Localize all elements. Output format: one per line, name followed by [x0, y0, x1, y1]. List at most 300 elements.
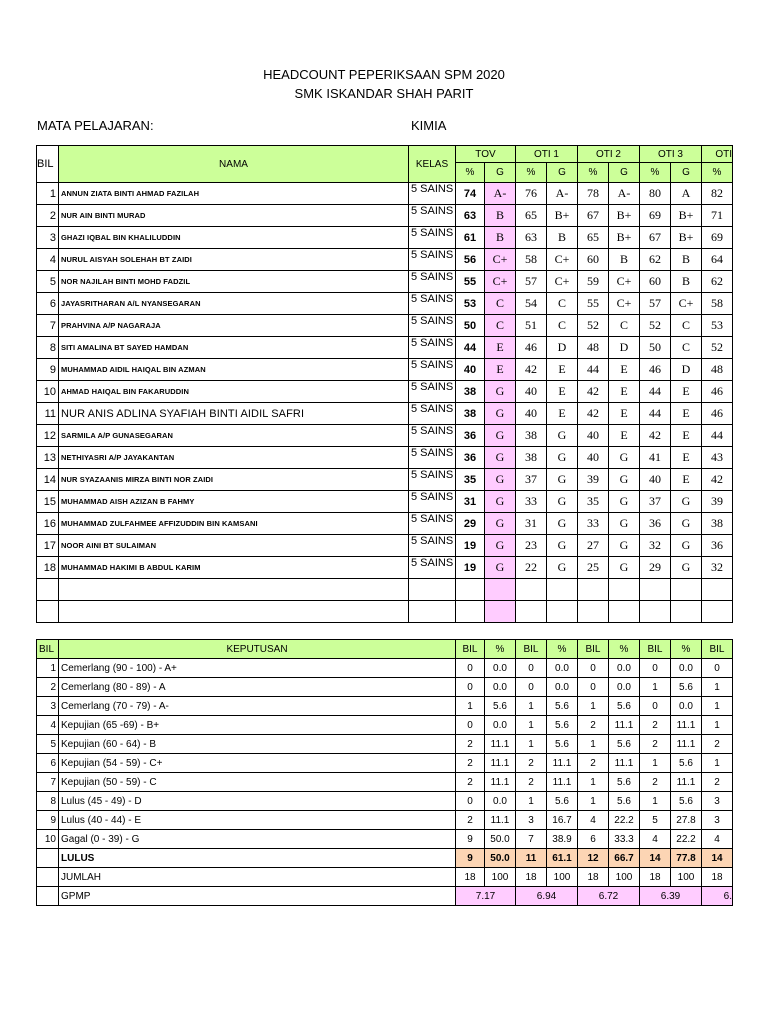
oti3-grade: D — [671, 359, 702, 381]
count-value: 3 — [702, 792, 733, 811]
summary-row-number: 8 — [37, 792, 59, 811]
jumlah-value: 100 — [671, 868, 702, 887]
oti3-mark: 41 — [640, 447, 671, 469]
empty-cell — [578, 579, 609, 601]
count-value: 7 — [516, 830, 547, 849]
count-value: 1 — [578, 735, 609, 754]
tov-mark: 19 — [456, 557, 485, 579]
oti1-mark: 40 — [516, 381, 547, 403]
col-header-bil: BIL — [37, 146, 59, 183]
percent-value: 5.6 — [547, 735, 578, 754]
count-value: 1 — [578, 773, 609, 792]
gpmp-row — [37, 887, 733, 906]
tov-grade: G — [485, 425, 516, 447]
empty-cell — [485, 601, 516, 623]
summary-row — [37, 735, 733, 754]
oti2-mark: 35 — [578, 491, 609, 513]
oti1-grade: C — [547, 293, 578, 315]
tov-mark: 40 — [456, 359, 485, 381]
tov-mark: 31 — [456, 491, 485, 513]
oti1-grade: G — [547, 535, 578, 557]
oti2-mark: 33 — [578, 513, 609, 535]
summary-row — [37, 716, 733, 735]
percent-value: 0.0 — [547, 659, 578, 678]
grade-band-label: Lulus (45 - 49) - D — [59, 792, 456, 811]
table-row — [37, 205, 733, 227]
oti4-mark: 58 — [702, 293, 733, 315]
table-row — [37, 425, 733, 447]
sub-header-pct: % — [578, 163, 609, 183]
empty-cell — [37, 601, 59, 623]
percent-value: 11.1 — [671, 716, 702, 735]
empty-cell — [59, 579, 409, 601]
student-name: NETHIYASRI A/P JAYAKANTAN — [59, 447, 409, 469]
oti1-grade: E — [547, 403, 578, 425]
oti2-grade: B+ — [609, 205, 640, 227]
student-class: 5 SAINS — [409, 249, 456, 271]
school-name: SMK ISKANDAR SHAH PARIT — [294, 86, 474, 101]
row-number: 5 — [37, 271, 59, 293]
oti2-grade: G — [609, 535, 640, 557]
oti4-mark: 48 — [702, 359, 733, 381]
sub-header-grade: G — [609, 163, 640, 183]
percent-value: 0.0 — [609, 659, 640, 678]
oti1-grade: A- — [547, 183, 578, 205]
tov-mark: 36 — [456, 425, 485, 447]
empty-cell — [516, 601, 547, 623]
oti1-mark: 51 — [516, 315, 547, 337]
count-value: 5 — [640, 811, 671, 830]
oti2-grade: G — [609, 447, 640, 469]
percent-value: 5.6 — [547, 697, 578, 716]
oti1-mark: 40 — [516, 403, 547, 425]
empty-cell — [37, 579, 59, 601]
oti4-mark: 38 — [702, 513, 733, 535]
percent-value: 5.6 — [609, 735, 640, 754]
summary-row-number: 9 — [37, 811, 59, 830]
count-value: 2 — [516, 773, 547, 792]
count-value: 2 — [578, 716, 609, 735]
count-value: 3 — [702, 811, 733, 830]
oti2-grade: A- — [609, 183, 640, 205]
summary-row — [37, 830, 733, 849]
oti4-mark: 62 — [702, 271, 733, 293]
oti2-mark: 27 — [578, 535, 609, 557]
count-value: 1 — [702, 754, 733, 773]
summary-row — [37, 659, 733, 678]
count-value: 9 — [456, 830, 485, 849]
lulus-label: LULUS — [59, 849, 456, 868]
tov-mark: 38 — [456, 403, 485, 425]
summary-row-number: 10 — [37, 830, 59, 849]
gpmp-value: 6.94 — [516, 887, 578, 906]
summary-row — [37, 773, 733, 792]
percent-value: 0.0 — [485, 716, 516, 735]
student-class: 5 SAINS — [409, 557, 456, 579]
count-value: 0 — [516, 678, 547, 697]
empty-cell — [547, 601, 578, 623]
oti3-mark: 42 — [640, 425, 671, 447]
count-value: 2 — [456, 811, 485, 830]
count-value: 1 — [516, 735, 547, 754]
oti2-mark: 40 — [578, 425, 609, 447]
oti1-grade: D — [547, 337, 578, 359]
jumlah-value: 18 — [640, 868, 671, 887]
oti3-grade: G — [671, 513, 702, 535]
sub-header-grade: G — [485, 163, 516, 183]
oti1-mark: 58 — [516, 249, 547, 271]
oti1-mark: 57 — [516, 271, 547, 293]
row-number: 7 — [37, 315, 59, 337]
oti2-mark: 52 — [578, 315, 609, 337]
percent-value: 11.1 — [609, 716, 640, 735]
student-name: NUR ANIS ADLINA SYAFIAH BINTI AIDIL SAFRI — [59, 403, 409, 425]
oti2-mark: 40 — [578, 447, 609, 469]
percent-value: 0.0 — [547, 678, 578, 697]
oti1-grade: E — [547, 381, 578, 403]
oti2-mark: 48 — [578, 337, 609, 359]
oti2-mark: 39 — [578, 469, 609, 491]
percent-value: 0.0 — [671, 659, 702, 678]
empty-cell — [640, 601, 671, 623]
oti1-grade: G — [547, 491, 578, 513]
student-class: 5 SAINS — [409, 491, 456, 513]
subject-value: KIMIA — [411, 118, 447, 133]
oti1-mark: 38 — [516, 425, 547, 447]
oti3-mark: 69 — [640, 205, 671, 227]
percent-value: 0.0 — [671, 697, 702, 716]
oti3-grade: E — [671, 403, 702, 425]
empty-cell — [671, 579, 702, 601]
count-value: 2 — [640, 773, 671, 792]
percent-value: 5.6 — [671, 754, 702, 773]
percent-value: 38.9 — [547, 830, 578, 849]
oti1-grade: G — [547, 469, 578, 491]
oti3-mark: 46 — [640, 359, 671, 381]
tov-grade: C — [485, 293, 516, 315]
empty-cell — [640, 579, 671, 601]
percent-value: 5.6 — [547, 716, 578, 735]
col-header-kelas: KELAS — [409, 146, 456, 183]
oti2-mark: 42 — [578, 381, 609, 403]
table-row — [37, 535, 733, 557]
count-value: 2 — [702, 773, 733, 792]
count-value: 1 — [702, 716, 733, 735]
lulus-value: 61.1 — [547, 849, 578, 868]
student-class: 5 SAINS — [409, 381, 456, 403]
row-number: 3 — [37, 227, 59, 249]
count-value: 4 — [640, 830, 671, 849]
tov-mark: 63 — [456, 205, 485, 227]
gpmp-value: 7.17 — [456, 887, 516, 906]
empty-cell — [609, 601, 640, 623]
row-number: 16 — [37, 513, 59, 535]
oti3-mark: 29 — [640, 557, 671, 579]
lulus-value: 12 — [578, 849, 609, 868]
tov-grade: E — [485, 359, 516, 381]
tov-grade: B — [485, 205, 516, 227]
percent-value: 5.6 — [671, 792, 702, 811]
student-class: 5 SAINS — [409, 337, 456, 359]
empty-cell — [409, 579, 456, 601]
empty-cell — [59, 601, 409, 623]
jumlah-value: 18 — [578, 868, 609, 887]
count-value: 1 — [516, 792, 547, 811]
gpmp-label: GPMP — [59, 887, 456, 906]
summary-row-number: 2 — [37, 678, 59, 697]
oti4-mark: 82 — [702, 183, 733, 205]
empty-cell — [456, 601, 485, 623]
percent-value: 11.1 — [485, 773, 516, 792]
jumlah-value: 18 — [456, 868, 485, 887]
tov-grade: G — [485, 513, 516, 535]
jumlah-value: 100 — [609, 868, 640, 887]
percent-value: 5.6 — [671, 678, 702, 697]
student-class: 5 SAINS — [409, 513, 456, 535]
count-value: 2 — [456, 735, 485, 754]
tov-mark: 36 — [456, 447, 485, 469]
oti2-grade: E — [609, 381, 640, 403]
oti3-grade: C+ — [671, 293, 702, 315]
percent-value: 33.3 — [609, 830, 640, 849]
lulus-value: 11 — [516, 849, 547, 868]
oti4-mark: 71 — [702, 205, 733, 227]
subject-label: MATA PELAJARAN: — [37, 118, 154, 133]
tov-grade: C+ — [485, 249, 516, 271]
row-number: 17 — [37, 535, 59, 557]
percent-value: 22.2 — [671, 830, 702, 849]
oti3-mark: 32 — [640, 535, 671, 557]
tov-grade: G — [485, 469, 516, 491]
oti2-grade: G — [609, 469, 640, 491]
grade-band-label: Cemerlang (80 - 89) - A — [59, 678, 456, 697]
percent-value: 0.0 — [609, 678, 640, 697]
count-value: 2 — [516, 754, 547, 773]
table-row — [37, 227, 733, 249]
tov-mark: 53 — [456, 293, 485, 315]
oti1-mark: 54 — [516, 293, 547, 315]
student-class: 5 SAINS — [409, 447, 456, 469]
student-class: 5 SAINS — [409, 205, 456, 227]
student-class: 5 SAINS — [409, 469, 456, 491]
tov-mark: 35 — [456, 469, 485, 491]
oti2-grade: E — [609, 425, 640, 447]
group-header-oti3: OTI 3 — [640, 146, 702, 163]
table-row — [37, 491, 733, 513]
oti3-grade: E — [671, 447, 702, 469]
percent-value: 27.8 — [671, 811, 702, 830]
summary-sub-bil: BIL — [640, 640, 671, 659]
count-value: 1 — [578, 792, 609, 811]
student-class: 5 SAINS — [409, 359, 456, 381]
student-class: 5 SAINS — [409, 271, 456, 293]
student-name: NURUL AISYAH SOLEHAH BT ZAIDI — [59, 249, 409, 271]
count-value: 0 — [578, 659, 609, 678]
tov-mark: 56 — [456, 249, 485, 271]
group-header-oti2: OTI 2 — [578, 146, 640, 163]
count-value: 1 — [702, 697, 733, 716]
percent-value: 0.0 — [485, 678, 516, 697]
oti4-mark: 39 — [702, 491, 733, 513]
oti3-mark: 60 — [640, 271, 671, 293]
percent-value: 11.1 — [485, 735, 516, 754]
oti3-grade: B — [671, 249, 702, 271]
col-header-nama: NAMA — [59, 146, 409, 183]
summary-row-number: 6 — [37, 754, 59, 773]
group-header-oti4: OTI — [702, 146, 733, 163]
table-row — [37, 557, 733, 579]
count-value: 1 — [516, 697, 547, 716]
oti2-grade: G — [609, 491, 640, 513]
empty-cell — [409, 601, 456, 623]
grade-band-label: Kepujian (65 -69) - B+ — [59, 716, 456, 735]
row-number: 12 — [37, 425, 59, 447]
summary-sub-pct: % — [609, 640, 640, 659]
oti4-mark: 36 — [702, 535, 733, 557]
summary-row — [37, 678, 733, 697]
summary-sub-bil: BIL — [516, 640, 547, 659]
percent-value: 0.0 — [485, 659, 516, 678]
oti1-mark: 42 — [516, 359, 547, 381]
student-name: SARMILA A/P GUNASEGARAN — [59, 425, 409, 447]
oti3-grade: G — [671, 535, 702, 557]
lulus-value: 9 — [456, 849, 485, 868]
row-number: 15 — [37, 491, 59, 513]
summary-header-keputusan: KEPUTUSAN — [59, 640, 456, 659]
oti4-mark: 46 — [702, 381, 733, 403]
sub-header-pct: % — [702, 163, 733, 183]
oti1-mark: 63 — [516, 227, 547, 249]
empty-cell — [516, 579, 547, 601]
oti1-mark: 23 — [516, 535, 547, 557]
summary-row — [37, 811, 733, 830]
oti3-grade: E — [671, 381, 702, 403]
grade-band-label: Lulus (40 - 44) - E — [59, 811, 456, 830]
tov-mark: 19 — [456, 535, 485, 557]
gpmp-value: 6.39 — [640, 887, 702, 906]
empty-cell — [37, 868, 59, 887]
count-value: 6 — [578, 830, 609, 849]
grade-band-label: Gagal (0 - 39) - G — [59, 830, 456, 849]
oti3-mark: 36 — [640, 513, 671, 535]
oti3-grade: B+ — [671, 205, 702, 227]
oti2-mark: 25 — [578, 557, 609, 579]
grade-band-label: Cemerlang (90 - 100) - A+ — [59, 659, 456, 678]
tov-mark: 74 — [456, 183, 485, 205]
grade-band-label: Cemerlang (70 - 79) - A- — [59, 697, 456, 716]
sub-header-grade: G — [671, 163, 702, 183]
student-name: MUHAMMAD AISH AZIZAN B FAHMY — [59, 491, 409, 513]
oti4-mark: 46 — [702, 403, 733, 425]
empty-cell — [609, 579, 640, 601]
percent-value: 11.1 — [671, 735, 702, 754]
count-value: 1 — [640, 754, 671, 773]
oti2-grade: B — [609, 249, 640, 271]
student-class: 5 SAINS — [409, 227, 456, 249]
count-value: 2 — [702, 735, 733, 754]
table-row — [37, 249, 733, 271]
count-value: 1 — [640, 792, 671, 811]
oti4-mark: 69 — [702, 227, 733, 249]
count-value: 2 — [640, 735, 671, 754]
row-number: 18 — [37, 557, 59, 579]
student-marks-table — [36, 145, 733, 623]
oti1-grade: B — [547, 227, 578, 249]
row-number: 10 — [37, 381, 59, 403]
student-name: NUR AIN BINTI MURAD — [59, 205, 409, 227]
oti1-mark: 33 — [516, 491, 547, 513]
oti2-mark: 65 — [578, 227, 609, 249]
percent-value: 5.6 — [609, 773, 640, 792]
oti3-grade: A — [671, 183, 702, 205]
oti3-grade: B+ — [671, 227, 702, 249]
student-class: 5 SAINS — [409, 535, 456, 557]
percent-value: 16.7 — [547, 811, 578, 830]
tov-grade: G — [485, 491, 516, 513]
tov-mark: 29 — [456, 513, 485, 535]
lulus-value: 66.7 — [609, 849, 640, 868]
oti3-mark: 80 — [640, 183, 671, 205]
lulus-row — [37, 849, 733, 868]
oti3-mark: 62 — [640, 249, 671, 271]
jumlah-label: JUMLAH — [59, 868, 456, 887]
empty-cell — [37, 849, 59, 868]
oti2-grade: E — [609, 403, 640, 425]
oti3-mark: 40 — [640, 469, 671, 491]
oti3-mark: 67 — [640, 227, 671, 249]
student-name: MUHAMMAD AIDIL HAIQAL BIN AZMAN — [59, 359, 409, 381]
percent-value: 11.1 — [671, 773, 702, 792]
oti2-mark: 60 — [578, 249, 609, 271]
oti1-grade: C — [547, 315, 578, 337]
oti3-mark: 44 — [640, 403, 671, 425]
oti3-grade: C — [671, 315, 702, 337]
group-header-oti1: OTI 1 — [516, 146, 578, 163]
oti3-mark: 57 — [640, 293, 671, 315]
student-name: NUR SYAZAANIS MIRZA BINTI NOR ZAIDI — [59, 469, 409, 491]
oti1-grade: E — [547, 359, 578, 381]
summary-row — [37, 697, 733, 716]
tov-grade: C+ — [485, 271, 516, 293]
count-value: 1 — [640, 678, 671, 697]
oti1-grade: G — [547, 557, 578, 579]
row-number: 9 — [37, 359, 59, 381]
count-value: 0 — [640, 697, 671, 716]
oti3-grade: E — [671, 469, 702, 491]
sub-header-pct: % — [516, 163, 547, 183]
count-value: 2 — [456, 773, 485, 792]
summary-row-number: 7 — [37, 773, 59, 792]
student-name: JAYASRITHARAN A/L NYANSEGARAN — [59, 293, 409, 315]
oti2-mark: 55 — [578, 293, 609, 315]
tov-grade: E — [485, 337, 516, 359]
oti2-grade: B+ — [609, 227, 640, 249]
summary-sub-bil: BIL — [456, 640, 485, 659]
percent-value: 22.2 — [609, 811, 640, 830]
percent-value: 11.1 — [547, 754, 578, 773]
oti4-mark: 32 — [702, 557, 733, 579]
oti2-mark: 42 — [578, 403, 609, 425]
oti3-mark: 37 — [640, 491, 671, 513]
count-value: 0 — [456, 659, 485, 678]
count-value: 4 — [702, 830, 733, 849]
tov-grade: C — [485, 315, 516, 337]
table-row — [37, 271, 733, 293]
count-value: 0 — [456, 792, 485, 811]
oti1-mark: 31 — [516, 513, 547, 535]
grade-band-label: Kepujian (50 - 59) - C — [59, 773, 456, 792]
jumlah-value: 18 — [702, 868, 733, 887]
